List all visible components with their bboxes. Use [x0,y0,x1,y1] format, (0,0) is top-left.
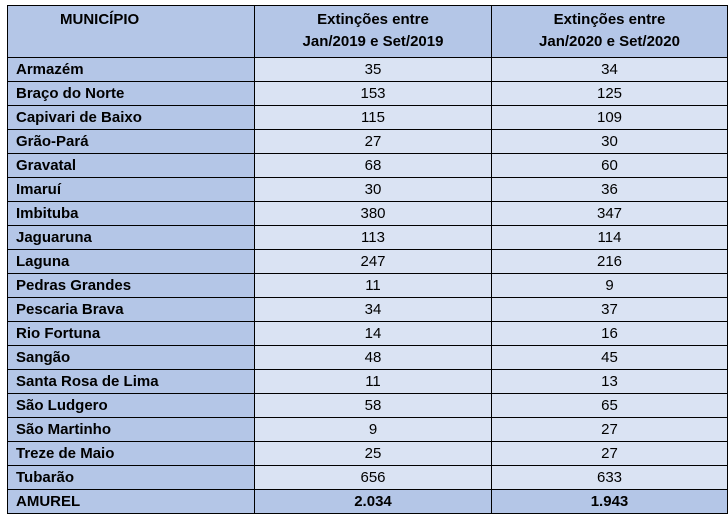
table-row [8,82,728,106]
extincoes-2019-value: 34 [255,298,492,322]
header-2019-line2: Jan/2019 e Set/2019 [302,33,444,50]
table-row [8,226,728,250]
extincoes-2019-value: 656 [255,466,492,490]
table-header-row [8,6,728,58]
header-municipio: MUNICÍPIO [8,6,255,58]
extincoes-2019-value: 58 [255,394,492,418]
extincoes-2019-value: 25 [255,442,492,466]
extincoes-2020-value: 30 [492,130,728,154]
table-row [8,370,728,394]
table-row [8,106,728,130]
municipio-name: Armazém [8,58,255,82]
header-2020-line1: Extinções entre [553,11,666,28]
table-row [8,130,728,154]
table-row [8,394,728,418]
extincoes-2020-value: 347 [492,202,728,226]
municipio-name: Tubarão [8,466,255,490]
municipio-name: Imbituba [8,202,255,226]
extincoes-2020-value: 27 [492,442,728,466]
header-2020-line2: Jan/2020 e Set/2020 [539,33,680,50]
table-row [8,250,728,274]
municipio-name: Treze de Maio [8,442,255,466]
extincoes-2019-value: 35 [255,58,492,82]
extincoes-2019-value: 115 [255,106,492,130]
municipio-name: Pedras Grandes [8,274,255,298]
table-row [8,202,728,226]
table-row [8,178,728,202]
table-row [8,298,728,322]
extincoes-2020-value: 633 [492,466,728,490]
municipio-name: Santa Rosa de Lima [8,370,255,394]
extincoes-2020-value: 37 [492,298,728,322]
total-2020-value: 1.943 [492,490,728,514]
extincoes-2019-value: 113 [255,226,492,250]
table-row [8,322,728,346]
extincoes-2019-value: 11 [255,370,492,394]
table-row [8,442,728,466]
extincoes-2020-value: 27 [492,418,728,442]
extincoes-2020-value: 36 [492,178,728,202]
header-extincoes-2019 [255,6,492,58]
municipio-name: Braço do Norte [8,82,255,106]
municipio-name: Jaguaruna [8,226,255,250]
municipio-name: Laguna [8,250,255,274]
extincoes-table-container [7,5,728,514]
municipio-name: São Martinho [8,418,255,442]
extincoes-2020-value: 216 [492,250,728,274]
extincoes-2020-value: 125 [492,82,728,106]
total-row [8,490,728,514]
municipio-name: Pescaria Brava [8,298,255,322]
extincoes-2019-value: 14 [255,322,492,346]
extincoes-2019-value: 11 [255,274,492,298]
extincoes-2019-value: 27 [255,130,492,154]
extincoes-2020-value: 109 [492,106,728,130]
header-extincoes-2020 [492,6,728,58]
extincoes-2020-value: 13 [492,370,728,394]
extincoes-2020-value: 65 [492,394,728,418]
table-row [8,346,728,370]
table-row [8,466,728,490]
extincoes-2019-value: 9 [255,418,492,442]
total-label: AMUREL [8,490,255,514]
extincoes-2020-value: 16 [492,322,728,346]
table-row [8,154,728,178]
extincoes-2019-value: 48 [255,346,492,370]
municipio-name: Imaruí [8,178,255,202]
municipio-name: Sangão [8,346,255,370]
extincoes-2019-value: 68 [255,154,492,178]
total-2019-value: 2.034 [255,490,492,514]
extincoes-2020-value: 45 [492,346,728,370]
extincoes-2020-value: 114 [492,226,728,250]
municipio-name: São Ludgero [8,394,255,418]
municipio-name: Capivari de Baixo [8,106,255,130]
extincoes-2019-value: 153 [255,82,492,106]
extincoes-table [7,5,728,514]
extincoes-2019-value: 247 [255,250,492,274]
extincoes-2020-value: 9 [492,274,728,298]
extincoes-2019-value: 30 [255,178,492,202]
table-row [8,58,728,82]
table-row [8,418,728,442]
extincoes-2020-value: 60 [492,154,728,178]
extincoes-2019-value: 380 [255,202,492,226]
header-2019-line1: Extinções entre [317,11,429,28]
extincoes-2020-value: 34 [492,58,728,82]
table-row [8,274,728,298]
municipio-name: Gravatal [8,154,255,178]
municipio-name: Rio Fortuna [8,322,255,346]
municipio-name: Grão-Pará [8,130,255,154]
